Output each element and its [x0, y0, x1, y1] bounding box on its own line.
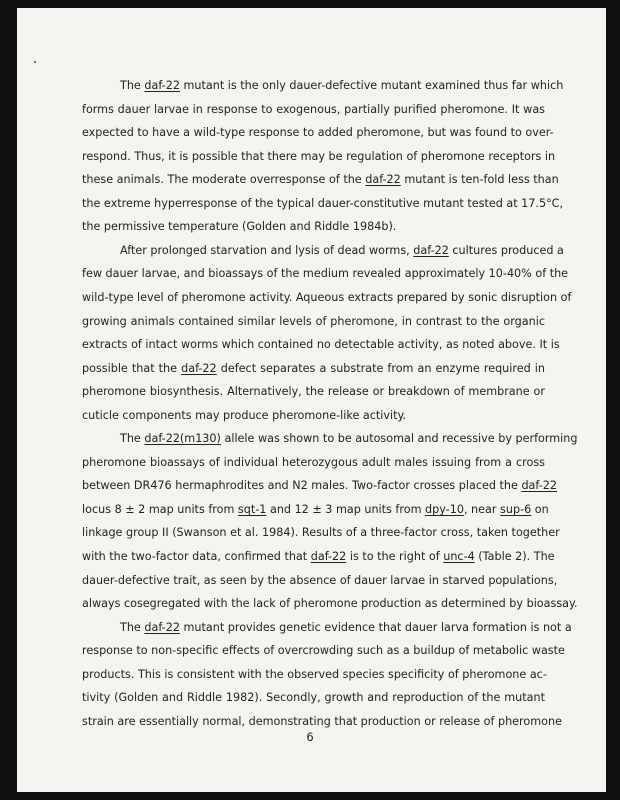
text-segment: linkage group II (Swanson et al. 1984). Results of a three-factor cross, taken together	[82, 526, 560, 540]
gene-name: sqt-1	[237, 502, 267, 516]
text-segment: between DR476 hermaphrodites and N2 males. Two-factor crosses placed the	[82, 479, 522, 493]
text-segment: is to the right of	[346, 550, 444, 563]
text-line	[82, 337, 560, 353]
text-segment: The	[120, 432, 145, 446]
scan-speck	[34, 61, 36, 63]
gene-name: daf-22	[310, 550, 347, 563]
text-segment: these animals. The moderate overresponse of the	[82, 173, 366, 187]
text-segment: , near	[463, 502, 501, 516]
gene-name: daf-22	[181, 361, 217, 375]
text-segment: with the two-factor data, confirmed that	[82, 550, 311, 563]
gene-name: daf-22	[144, 620, 180, 634]
gene-name: daf-22(m130)	[144, 432, 221, 446]
text-segment: the extreme hyperresponse of the typical dauer-constitutive mutant tested at 17.5°C,	[82, 196, 564, 210]
text-line	[82, 266, 569, 282]
text-segment: pheromone biosynthesis. Alternatively, the release or breakdown of membrane or	[82, 385, 545, 399]
text-segment: strain are essentially normal, demonstrating that production or release of pheromone	[82, 714, 562, 728]
gene-name: daf-22	[144, 79, 180, 92]
text-segment: tivity (Golden and Riddle 1982). Secondly, growth and reproduction of the mutant	[82, 691, 545, 705]
text-segment: the permissive temperature (Golden and Riddle 1984b).	[82, 220, 397, 234]
text-line	[120, 431, 578, 447]
text-segment: allele was shown to be autosomal and recessive by performing	[220, 432, 578, 446]
text-segment: The	[120, 79, 145, 92]
text-segment: respond. Thus, it is possible that there may be regulation of pheromone receptors in	[82, 149, 556, 163]
text-segment: wild-type level of pheromone activity. Aqueous extracts prepared by sonic disruption of	[82, 290, 572, 304]
text-segment: cuticle components may produce pheromone-like activity.	[82, 408, 407, 422]
text-segment: After prolonged starvation and lysis of dead worms,	[120, 243, 414, 257]
text-segment: products. This is consistent with the observed species specificity of pheromone ac-	[82, 667, 547, 681]
text-segment: response to non-specific effects of overcrowding such as a buildup of metabolic waste	[82, 644, 565, 658]
text-line	[82, 502, 549, 518]
text-line	[82, 478, 558, 494]
text-line	[82, 690, 545, 706]
text-segment: defect separates a substrate from an enzyme required in	[216, 361, 545, 375]
text-line	[82, 314, 545, 330]
text-segment: extracts of intact worms which contained no detectable activity, as noted above. It is	[82, 338, 560, 352]
text-line	[82, 573, 558, 589]
text-line	[82, 384, 545, 400]
text-segment: expected to have a wild-type response to added pheromone, but was found to over-	[82, 126, 554, 140]
text-segment: growing animals contained similar levels of pheromone, in contrast to the organic	[82, 314, 545, 328]
page-number: 6	[306, 730, 314, 744]
text-line	[82, 290, 572, 306]
gene-name: daf-22	[521, 479, 558, 493]
text-line	[82, 125, 554, 141]
text-segment: cultures produced a	[448, 243, 564, 257]
text-segment: pheromone bioassays of individual heterozygous adult males issuing from a cross	[82, 455, 545, 469]
text-line	[82, 714, 562, 730]
text-segment: dauer-defective trait, as seen by the absence of dauer larvae in starved populations,	[82, 573, 558, 587]
text-segment: (Table 2). The	[474, 550, 555, 563]
text-line	[82, 408, 545, 424]
gene-name: dpy-10	[425, 502, 464, 516]
text-segment: possible that the	[82, 361, 182, 375]
text-line	[120, 620, 572, 636]
text-segment: always cosegregated with the lack of pheromone production as determined by bioassay.	[82, 597, 578, 611]
text-line	[82, 219, 545, 235]
text-line	[82, 596, 578, 612]
text-line	[120, 78, 564, 94]
text-segment: and 12 ± 3 map units from	[266, 502, 426, 516]
text-segment: locus 8 ± 2 map units from	[82, 502, 238, 516]
text-segment: mutant is ten-fold less than	[400, 173, 559, 187]
text-line	[82, 667, 545, 683]
text-line	[82, 196, 564, 212]
gene-name: sup-6	[500, 502, 532, 516]
text-line	[82, 525, 560, 541]
text-segment: forms dauer larvae in response to exogenous, partially purified pheromone. It was	[82, 102, 545, 116]
text-line	[120, 243, 564, 259]
text-segment: mutant is the only dauer-defective mutant examined thus far which	[179, 79, 564, 92]
text-segment: few dauer larvae, and bioassays of the medium revealed approximately 10-40% of the	[82, 267, 569, 281]
text-line	[82, 549, 555, 565]
text-line	[82, 643, 565, 659]
gene-name: unc-4	[443, 550, 475, 563]
text-line	[82, 149, 556, 165]
gene-name: daf-22	[365, 173, 401, 187]
text-segment: The	[120, 620, 145, 634]
text-segment: on	[531, 502, 549, 516]
text-segment: mutant provides genetic evidence that dauer larva formation is not a	[179, 620, 572, 634]
text-line	[82, 361, 545, 377]
text-line	[82, 455, 545, 471]
text-line	[82, 172, 559, 188]
text-line	[82, 102, 545, 118]
gene-name: daf-22	[413, 243, 449, 257]
